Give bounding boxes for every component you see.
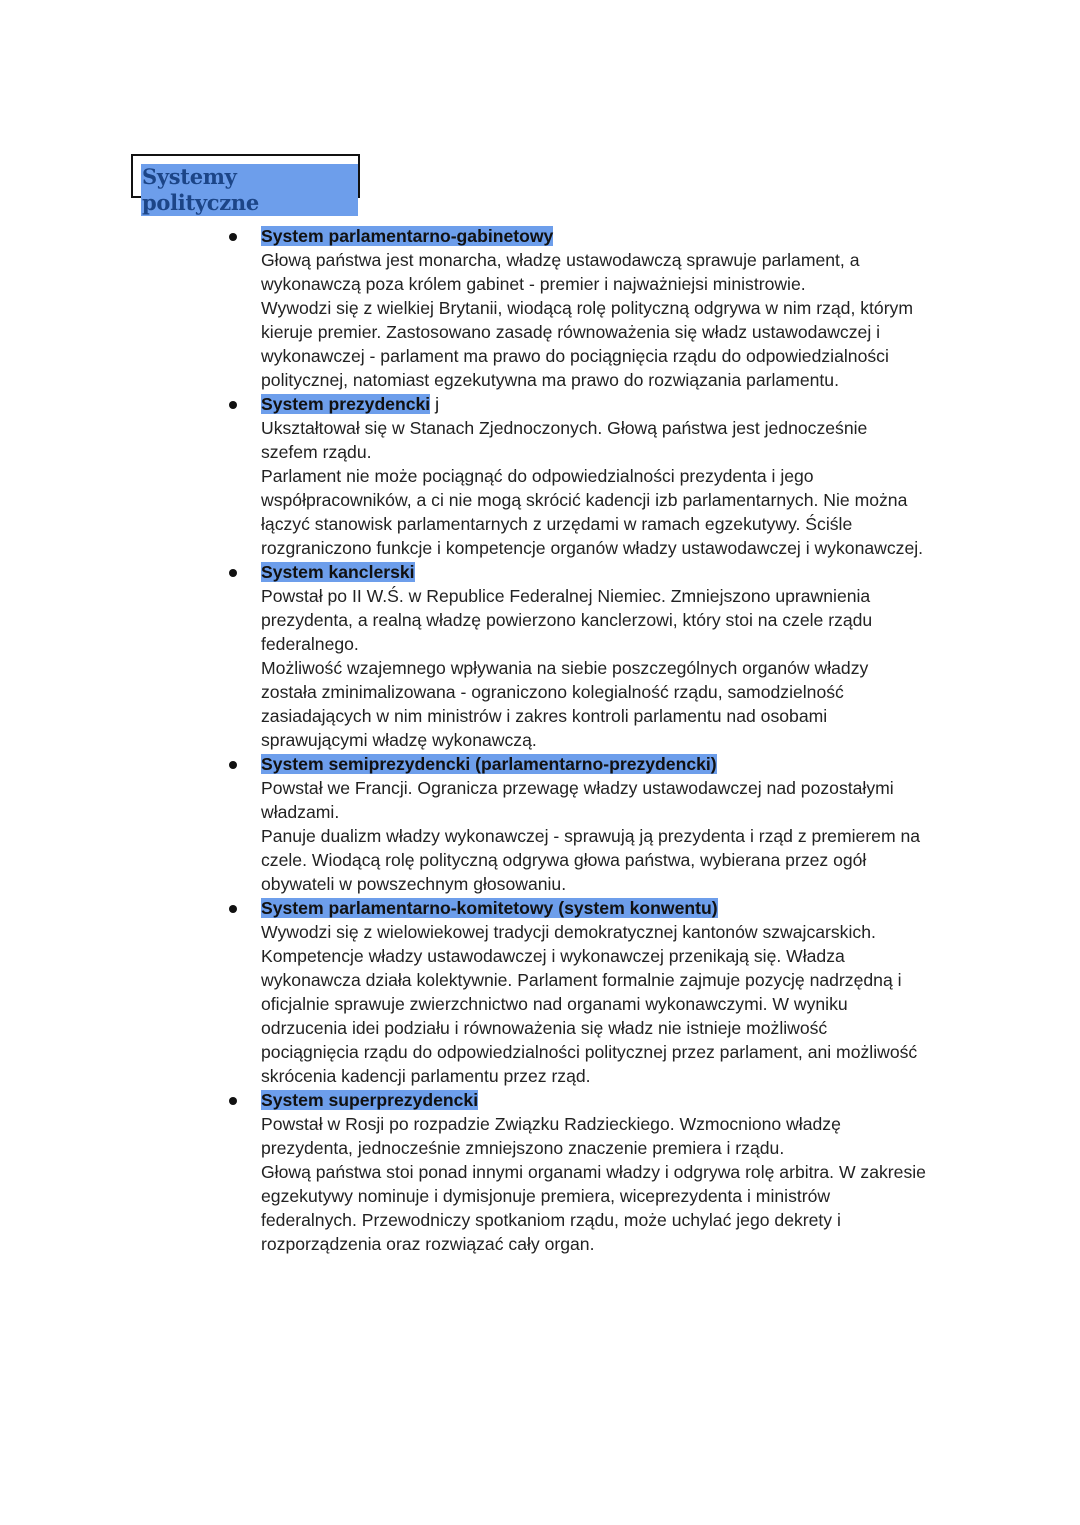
body-text-line: federalnych. Przewodniczy spotkaniom rządu, może uchylać jego dekrety i	[261, 1210, 841, 1230]
body-text-line: Panuje dualizm władzy wykonawczej - sprawują ją prezydenta i rząd z premierem na	[261, 826, 921, 846]
body-text-line: oficjalnie sprawuje zwierzchnictwo nad organami wykonawczymi. W wyniku	[261, 994, 848, 1014]
body-text-line: zasiadających w nim ministrów i zakres kontroli parlamentu nad osobami	[261, 706, 828, 726]
body-text-line: Parlament nie może pociągnąć do odpowiedzialności prezydenta i jego	[261, 466, 814, 486]
body-text-line: czele. Wiodącą rolę polityczną odgrywa głowa państwa, wybierana przez ogół	[261, 850, 867, 870]
list-item	[261, 560, 1021, 752]
body-text-line: Powstał w Rosji po rozpadzie Związku Radzieckiego. Wzmocniono władzę	[261, 1114, 841, 1134]
section-heading-line	[261, 560, 1021, 584]
body-text-line: pociągnięcia rządu do odpowiedzialności politycznej przez parlament, ani możliwość	[261, 1042, 918, 1062]
section-heading: System superprezydencki	[261, 1090, 479, 1110]
section-heading: System semiprezydencki (parlamentarno-prezydencki)	[261, 754, 717, 774]
body-text-line: wykonawcza działa kolektywnie. Parlament formalnie zajmuje pozycję nadrzędną i	[261, 970, 902, 990]
bullet-icon	[229, 401, 237, 409]
body-text-line: Możliwość wzajemnego wpływania na siebie poszczególnych organów władzy	[261, 658, 869, 678]
bullet-icon	[229, 569, 237, 577]
heading-suffix: j	[430, 394, 439, 414]
body-text-line: współpracowników, a ci nie mogą skrócić kadencji izb parlamentarnych. Nie można	[261, 490, 908, 510]
section-heading-line	[261, 752, 1021, 776]
body-text-line: Powstał we Francji. Ogranicza przewagę władzy ustawodawczej nad pozostałymi	[261, 778, 894, 798]
body-text-line: egzekutywy nominuje i dymisjonuje premiera, wiceprezydenta i ministrów	[261, 1186, 831, 1206]
list-item	[261, 896, 1021, 1088]
body-text-line: Głową państwa stoi ponad innymi organami władzy i odgrywa rolę arbitra. W zakresie	[261, 1162, 926, 1182]
section-heading: System kanclerski	[261, 562, 415, 582]
body-text-line: Powstał po II W.Ś. w Republice Federalnej Niemiec. Zmniejszono uprawnienia	[261, 586, 871, 606]
body-text-line: łączyć stanowisk parlamentarnych z urzędami w ramach egzekutywy. Ściśle	[261, 514, 853, 534]
body-text-line: prezydenta, jednocześnie zmniejszono znaczenie premiera i rządu.	[261, 1138, 785, 1158]
title-box	[131, 154, 360, 215]
bullet-icon	[229, 761, 237, 769]
body-text-line: Wywodzi się z wielowiekowej tradycji demokratycznej kantonów szwajcarskich.	[261, 922, 876, 942]
body-text-line: prezydenta, a realną władzę powierzono kanclerzowi, który stoi na czele rządu	[261, 610, 873, 630]
section-heading: System parlamentarno-gabinetowy	[261, 226, 554, 246]
body-text-line: Kompetencje władzy ustawodawczej i wykonawczej przenikają się. Władza	[261, 946, 845, 966]
list-item	[261, 752, 1021, 896]
bullet-icon	[229, 233, 237, 241]
list-item	[261, 224, 1021, 392]
body-text-line: odrzucenia idei podziału i równoważenia się władz nie istnieje możliwość	[261, 1018, 828, 1038]
body-text-line: federalnego.	[261, 634, 359, 654]
section-heading-line	[261, 1088, 1021, 1112]
section-heading-line	[261, 896, 1021, 920]
bullet-icon	[229, 1097, 237, 1105]
body-text-line: obywateli w powszechnym głosowaniu.	[261, 874, 567, 894]
body-text-line: władzami.	[261, 802, 340, 822]
body-text-line: została zminimalizowana - ograniczono kolegialność rządu, samodzielność	[261, 682, 844, 702]
body-text-line: Głową państwa jest monarcha, władzę ustawodawczą sprawuje parlament, a	[261, 250, 860, 270]
body-text-line: kieruje premier. Zastosowano zasadę równoważenia się władz ustawodawczej i	[261, 322, 881, 342]
page-title: Systemy polityczne	[141, 164, 358, 216]
body-text-line: rozporządzenia oraz rozwiązać cały organ.	[261, 1234, 595, 1254]
section-heading: System prezydencki	[261, 394, 431, 414]
systems-list	[261, 224, 1021, 1256]
section-heading-line	[261, 224, 1021, 248]
body-text-line: wykonawczą poza królem gabinet - premier i najważniejsi ministrowie.	[261, 274, 806, 294]
list-item	[261, 1088, 1021, 1256]
list-item	[261, 392, 1021, 560]
body-text-line: Wywodzi się z wielkiej Brytanii, wiodącą rolę polityczną odgrywa w nim rząd, którym	[261, 298, 914, 318]
body-text-line: wykonawczej - parlament ma prawo do pociągnięcia rządu do odpowiedzialności	[261, 346, 889, 366]
body-text-line: Ukształtował się w Stanach Zjednoczonych. Głową państwa jest jednocześnie	[261, 418, 868, 438]
bullet-icon	[229, 905, 237, 913]
body-text-line: sprawującymi władzę wykonawczą.	[261, 730, 537, 750]
body-text-line: rozgraniczono funkcje i kompetencje organów władzy ustawodawczej i wykonawczej.	[261, 538, 924, 558]
body-text-line: szefem rządu.	[261, 442, 372, 462]
body-text-line: politycznej, natomiast egzekutywna ma prawo do rozwiązania parlamentu.	[261, 370, 839, 390]
body-text-line: skrócenia kadencji parlamentu przez rząd.	[261, 1066, 591, 1086]
section-heading: System parlamentarno-komitetowy (system konwentu)	[261, 898, 718, 918]
section-heading-line	[261, 392, 1021, 416]
